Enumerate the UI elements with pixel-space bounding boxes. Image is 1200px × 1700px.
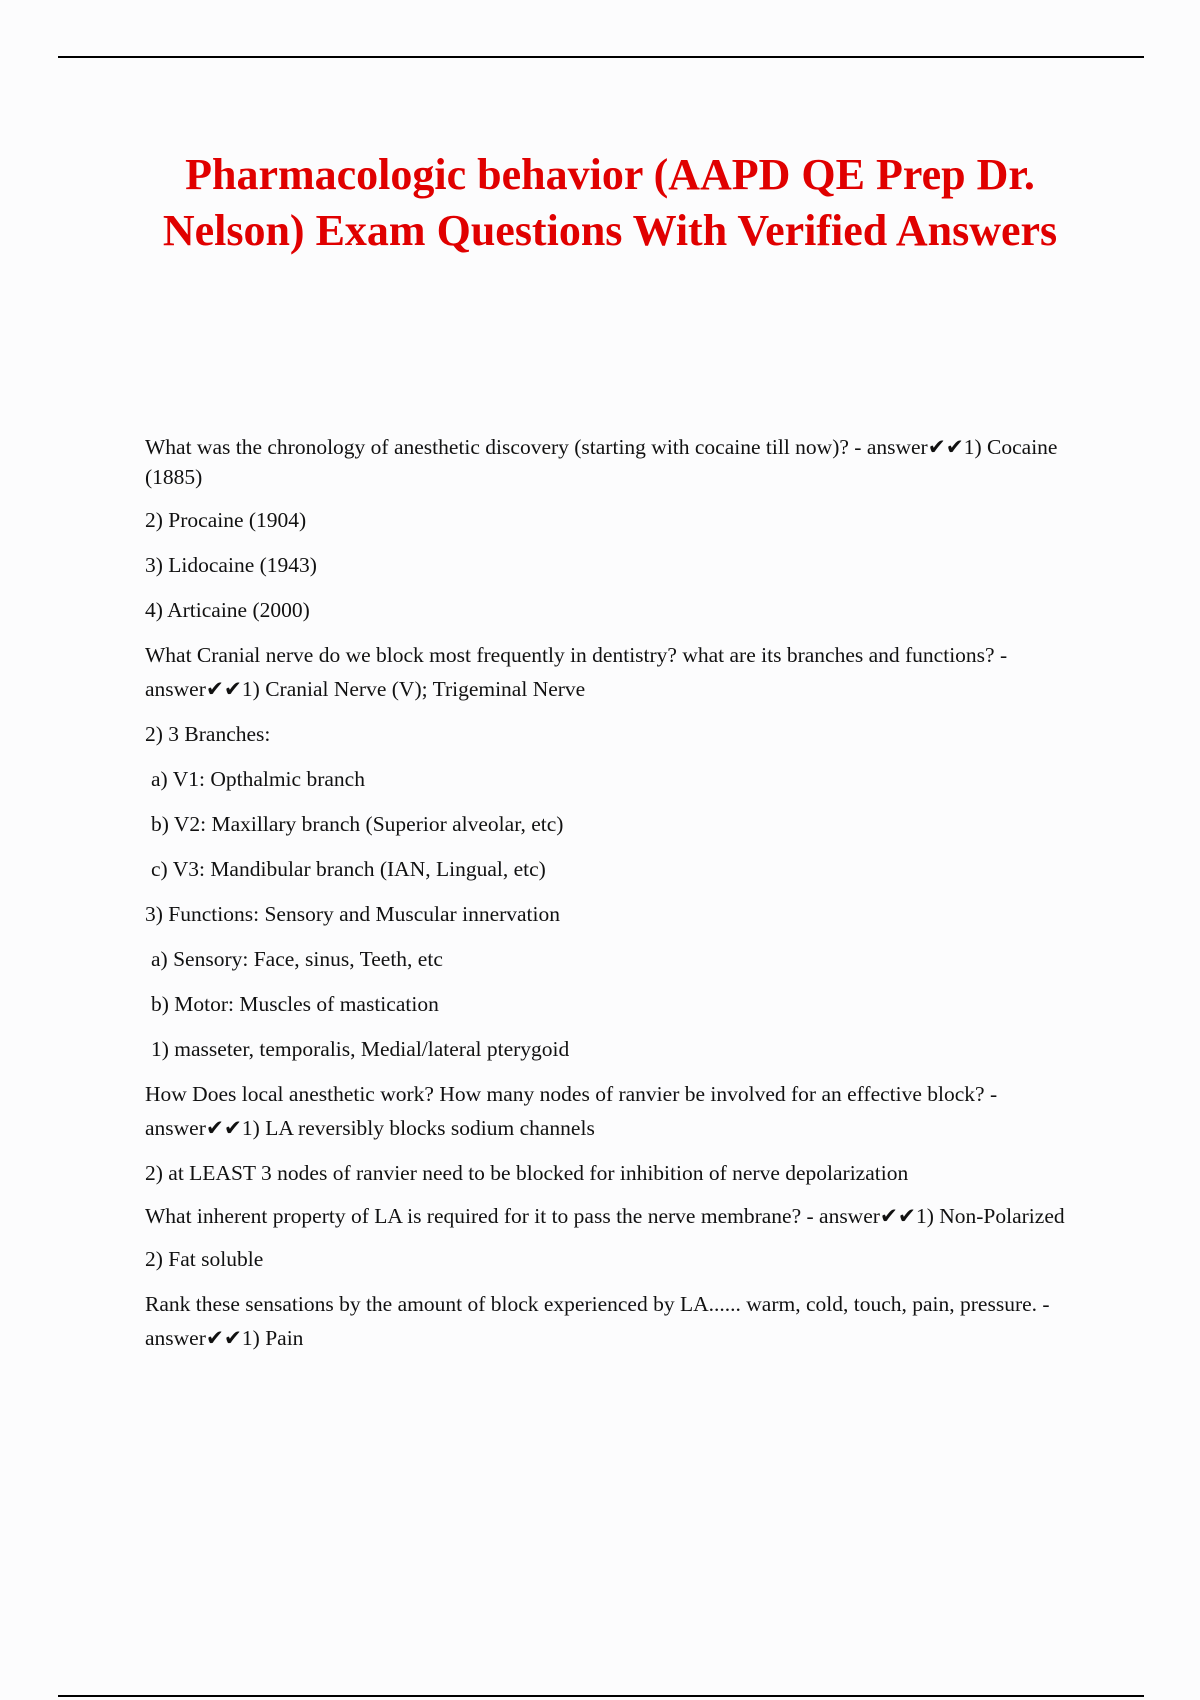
question-paragraph: What inherent property of LA is required for it to pass the nerve membrane? - answer✔✔1) Non-Polarized: [145, 1204, 1065, 1228]
bottom-rule: [58, 1695, 1144, 1697]
answer-line: 2) Fat soluble: [145, 1247, 264, 1271]
answer-line: 3) Lidocaine (1943): [145, 553, 317, 577]
answer-subline: a) Sensory: Face, sinus, Teeth, etc: [151, 947, 443, 971]
document-title: Pharmacologic behavior (AAPD QE Prep Dr. Nelson) Exam Questions With Verified Answers: [162, 150, 1058, 255]
question-paragraph: Rank these sensations by the amount of block experienced by LA...... warm, cold, touch, pain, pressure. - answer✔✔1) Pain: [145, 1292, 1050, 1350]
answer-subline: 1) masseter, temporalis, Medial/lateral pterygoid: [151, 1037, 570, 1061]
answer-subline: b) Motor: Muscles of mastication: [151, 992, 439, 1016]
answer-subline: c) V3: Mandibular branch (IAN, Lingual, etc): [151, 857, 546, 881]
question-paragraph: What Cranial nerve do we block most frequently in dentistry? what are its branches and functions? - answer✔✔1) Cranial Nerve (V); Trigeminal Nerve: [145, 643, 1008, 701]
answer-line: 2) Procaine (1904): [145, 508, 307, 532]
question-paragraph: How Does local anesthetic work? How many nodes of ranvier be involved for an effective block? - answer✔✔1) LA reversibly blocks sodium channels: [145, 1082, 998, 1140]
answer-line: 3) Functions: Sensory and Muscular innervation: [145, 902, 561, 926]
answer-line: 2) at LEAST 3 nodes of ranvier need to be blocked for inhibition of nerve depolarization: [145, 1161, 909, 1185]
question-paragraph: What was the chronology of anesthetic discovery (starting with cocaine till now)? - answer✔✔1) Cocaine (1885): [145, 435, 1058, 489]
answer-subline: a) V1: Opthalmic branch: [151, 767, 365, 791]
document-body: [145, 432, 1095, 1366]
answer-line: 4) Articaine (2000): [145, 598, 310, 622]
answer-subline: b) V2: Maxillary branch (Superior alveolar, etc): [151, 812, 564, 836]
top-rule: [58, 56, 1144, 58]
answer-line: 2) 3 Branches:: [145, 722, 271, 746]
